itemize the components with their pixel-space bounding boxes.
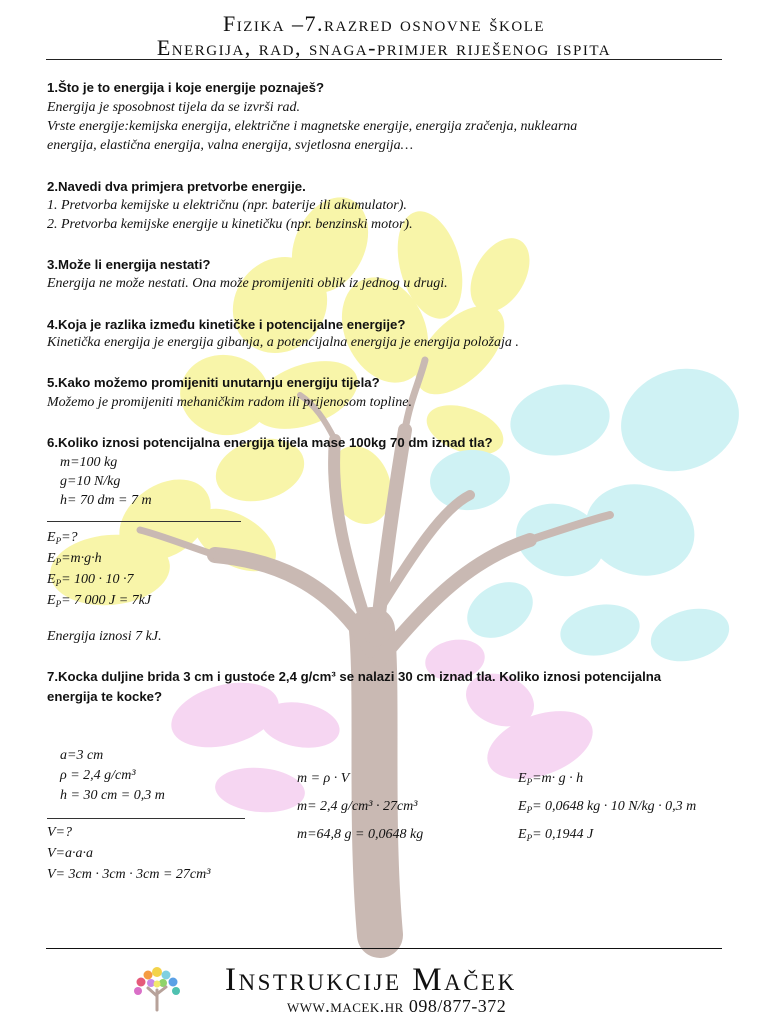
given-underline	[47, 521, 241, 522]
given-mass: m=100 kg	[60, 455, 118, 470]
volume-unknown: V=?	[47, 825, 72, 840]
answer-line: 2. Pretvorba kemijske energije u kinetičku (npr. benzinski motor).	[47, 217, 413, 232]
ep-substitution: $E_P= 100 \cdot 10 \cdot 7$	[47, 572, 134, 588]
answer-line: Vrste energije:kemijska energija, električne i magnetske energije, energija zračenja, nuklearna	[47, 119, 578, 134]
brand-name: Instrukcije Maček	[225, 962, 517, 998]
header-title: Fizika –7.razred osnovne škole	[222, 11, 546, 36]
answer-2	[47, 196, 727, 234]
tree-logo-icon	[126, 962, 188, 1012]
given-height: h = 30 cm = 0,3 m	[60, 788, 165, 803]
answer-line: Kinetička energija je energija gibanja, a potencijalna energija je energija položaja .	[47, 335, 519, 350]
question-3: 3.Može li energija nestati?	[47, 257, 211, 272]
given-edge: a=3 cm	[60, 748, 104, 763]
given-height: h= 70 dm = 7 m	[60, 493, 152, 508]
question-5: 5.Kako možemo promijeniti unutarnju energiju tijela?	[47, 375, 380, 390]
answer-line: energija, elastična energija, valna energija, svjetlosna energija…	[47, 138, 414, 153]
question-4: 4.Koja je razlika između kinetičke i potencijalne energije?	[47, 317, 406, 332]
header-divider	[46, 59, 722, 60]
ep-formula: $E_P=m\cdot g\cdot h$	[47, 551, 102, 567]
footer-divider	[46, 948, 722, 949]
question-1: 1.Što je to energija i koje energije poznaješ?	[47, 80, 325, 95]
given-density: ρ = 2,4 g/cm³	[60, 768, 136, 783]
answer-line: Energija ne može nestati. Ona može promijeniti oblik iz jednog u drugi.	[47, 276, 448, 291]
ep-result: $E_P= 7$ 000 J = 7kJ	[47, 593, 152, 609]
energy-substitution: $E_P= 0,0648$ kg · 10 N/kg · 0,3 m	[518, 799, 697, 815]
question-7	[47, 667, 737, 707]
energy-formula: $E_P=m\cdot g \cdot h$	[518, 771, 584, 787]
header-subtitle: Energija, rad, snaga-primjer riješenog ispita	[156, 35, 612, 60]
question-7-line: energija te kocke?	[47, 689, 163, 704]
given-gravity: g=10 N/kg	[60, 474, 121, 489]
energy-result: $E_P= 0,1944$ J	[518, 827, 594, 843]
answer-3	[47, 274, 727, 293]
mass-substitution: m= 2,4 g/cm³ · 27cm³	[297, 799, 418, 814]
mass-formula: m = ρ · V	[297, 771, 350, 786]
ep-unknown: $E_P=$?	[47, 530, 78, 546]
given-underline	[47, 818, 245, 819]
answer-1	[47, 98, 727, 155]
volume-result: V= 3cm · 3cm · 3cm = 27cm³	[47, 867, 211, 882]
answer-line: Energija je sposobnost tijela da se izvrši rad.	[47, 100, 301, 115]
question-2: 2.Navedi dva primjera pretvorbe energije.	[47, 179, 306, 194]
answer-line: 1. Pretvorba kemijske u električnu (npr. baterije ili akumulator).	[47, 198, 407, 213]
contact-info: www.macek.hr 098/877-372	[287, 996, 507, 1016]
answer-4	[47, 333, 727, 352]
mass-result: m=64,8 g = 0,0648 kg	[297, 827, 424, 842]
answer-line: Možemo je promijeniti mehaničkim radom ili prijenosom topline.	[47, 395, 412, 410]
question-6: 6.Koliko iznosi potencijalna energija tijela mase 100kg 70 dm iznad tla?	[47, 435, 493, 450]
question-7-line: 7.Kocka duljine brida 3 cm i gustoće 2,4 g/cm³ se nalazi 30 cm iznad tla. Koliko iznosi potencijalna	[47, 669, 662, 684]
volume-formula: V=a·a·a	[47, 846, 93, 861]
answer-6-conclusion: Energija iznosi 7 kJ.	[47, 629, 162, 644]
answer-5	[47, 393, 727, 412]
